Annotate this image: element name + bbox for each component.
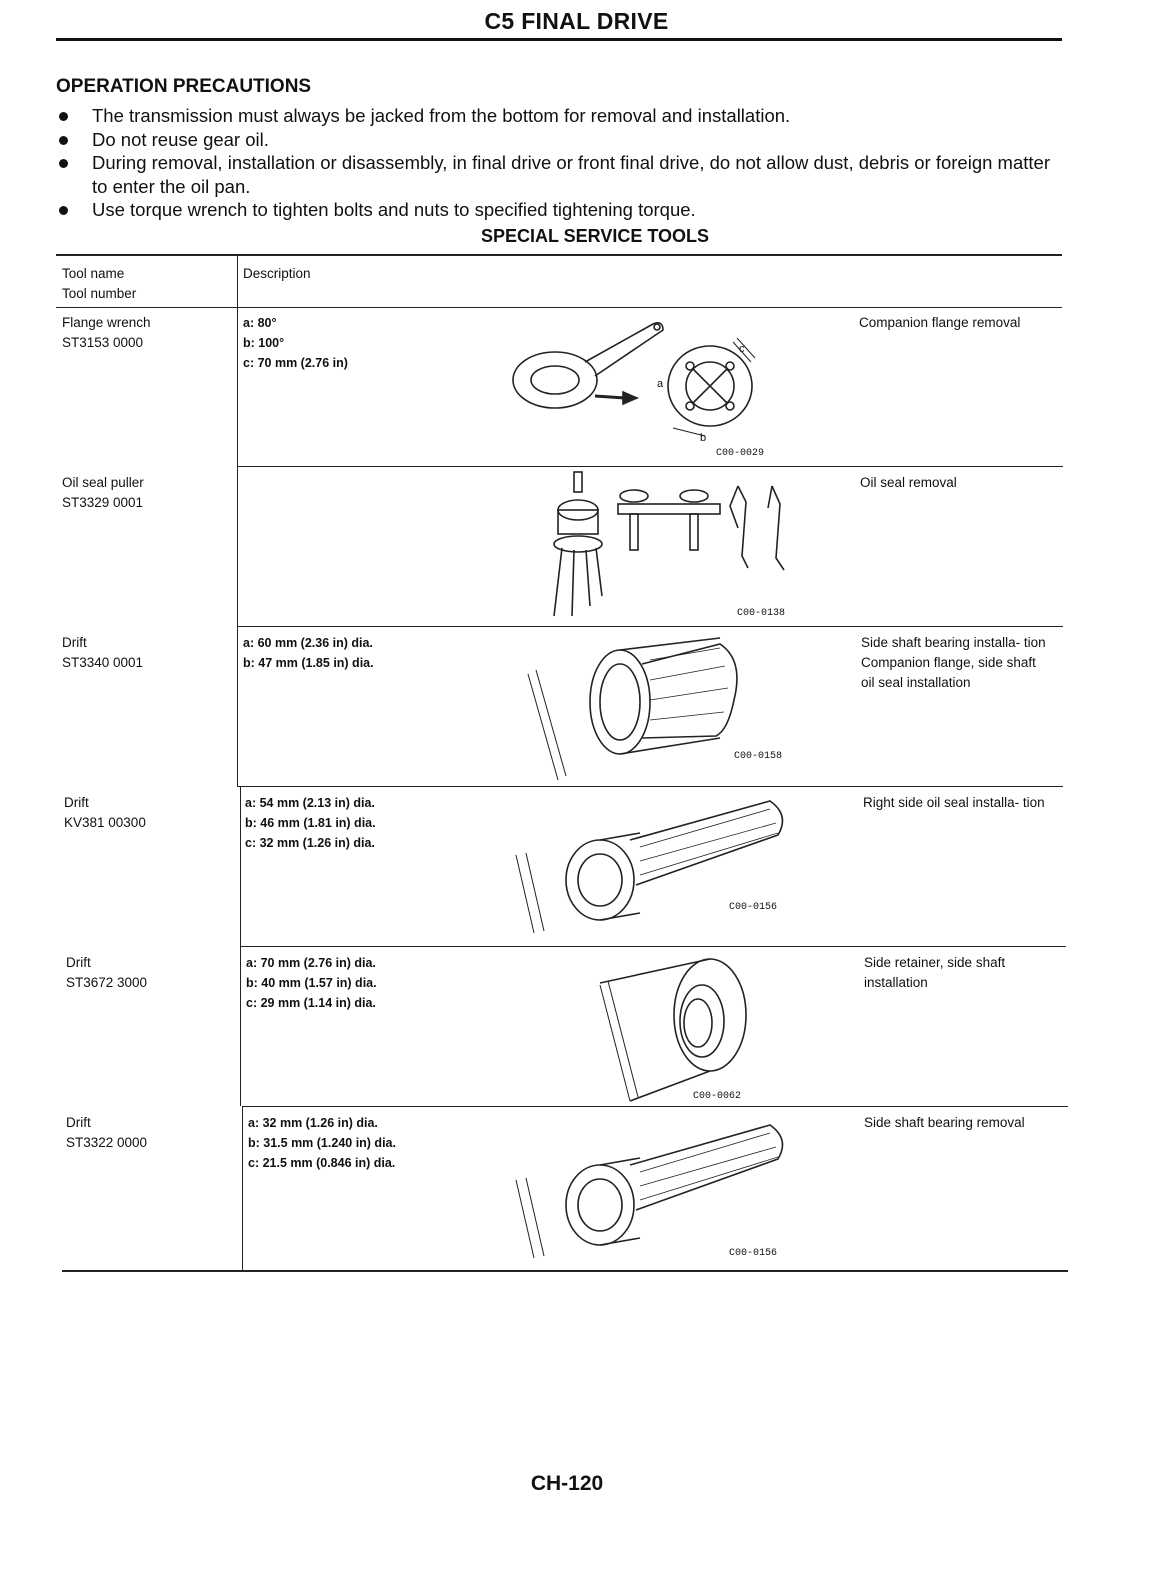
tool-number: ST3153 0000 xyxy=(62,335,144,350)
flange-wrench-icon xyxy=(505,318,775,448)
tool-use-note: Oil seal removal xyxy=(860,475,957,490)
page-number: CH-120 xyxy=(530,1472,604,1495)
drift-icon xyxy=(500,1115,800,1260)
precaution-item: The transmission must always be jacked from the bottom for removal and installation. xyxy=(56,104,1066,128)
precautions-list xyxy=(56,104,1066,222)
tool-name: Drift xyxy=(66,955,91,970)
column-divider xyxy=(237,256,238,786)
tool-number: ST3322 0000 xyxy=(66,1135,148,1150)
column-header-tool-number: Tool number xyxy=(62,286,137,301)
tool-use-note: Side retainer, side shaft installation xyxy=(864,955,1006,990)
tool-name: Drift xyxy=(62,635,87,650)
column-header-description: Description xyxy=(243,266,311,281)
tool-spec: a: 80° xyxy=(243,316,277,330)
tool-spec: b: 100° xyxy=(243,336,285,350)
drift-icon xyxy=(500,795,800,935)
dimension-label-c: c xyxy=(739,343,745,355)
table-header-rule xyxy=(56,307,1062,308)
row-divider xyxy=(237,786,1063,787)
precaution-item: Do not reuse gear oil. xyxy=(56,128,1066,152)
tool-name: Drift xyxy=(64,795,89,810)
tool-spec: a: 32 mm (1.26 in) dia. xyxy=(248,1116,378,1130)
dimension-label-a: a xyxy=(657,378,664,390)
figure-code: C00-0158 xyxy=(734,751,783,762)
tool-spec: a: 60 mm (2.36 in) dia. xyxy=(243,636,373,650)
tool-number: ST3329 0001 xyxy=(62,495,144,510)
figure-code: C00-0029 xyxy=(716,448,765,459)
precautions-heading: OPERATION PRECAUTIONS xyxy=(56,76,312,97)
row-divider xyxy=(240,946,1066,947)
table-top-rule xyxy=(56,254,1062,256)
page-title: C5 FINAL DRIVE xyxy=(484,8,669,34)
tool-spec: b: 47 mm (1.85 in) dia. xyxy=(243,656,374,670)
drift-icon xyxy=(520,630,750,780)
tool-spec: c: 29 mm (1.14 in) dia. xyxy=(246,996,376,1010)
row-divider xyxy=(237,626,1063,627)
tool-name: Drift xyxy=(66,1115,91,1130)
bullet-icon xyxy=(59,136,68,145)
tool-use-note: Companion flange removal xyxy=(859,315,1021,330)
column-header-tool-name: Tool name xyxy=(62,266,125,281)
tool-use-note: Right side oil seal installa- tion xyxy=(863,795,1045,810)
title-rule xyxy=(56,38,1062,41)
column-divider xyxy=(240,786,241,1106)
tool-spec: c: 32 mm (1.26 in) dia. xyxy=(245,836,375,850)
bullet-icon xyxy=(59,206,68,215)
tool-spec: b: 31.5 mm (1.240 in) dia. xyxy=(248,1136,396,1150)
figure-code: C00-0156 xyxy=(729,1248,778,1259)
tool-number: ST3672 3000 xyxy=(66,975,148,990)
figure-code: C00-0138 xyxy=(737,608,786,619)
tool-name: Flange wrench xyxy=(62,315,151,330)
tool-spec: c: 70 mm (2.76 in) xyxy=(243,356,348,370)
bullet-icon xyxy=(59,112,68,121)
tool-spec: a: 54 mm (2.13 in) dia. xyxy=(245,796,375,810)
tool-spec: b: 40 mm (1.57 in) dia. xyxy=(246,976,377,990)
tool-use-note: Side shaft bearing installa- tion Companion flange, side shaft oil seal installation xyxy=(861,635,1046,690)
dimension-label-b: b xyxy=(700,432,707,444)
figure-code: C00-0156 xyxy=(729,902,778,913)
oil-seal-puller-icon xyxy=(540,466,790,626)
tool-use-note: Side shaft bearing removal xyxy=(864,1115,1025,1130)
drift-icon xyxy=(590,955,760,1105)
tool-number: ST3340 0001 xyxy=(62,655,144,670)
tool-number: KV381 00300 xyxy=(64,815,146,830)
row-divider xyxy=(242,1106,1068,1107)
bullet-icon xyxy=(59,159,68,168)
column-divider xyxy=(242,1106,243,1270)
tool-spec: b: 46 mm (1.81 in) dia. xyxy=(245,816,376,830)
tool-name: Oil seal puller xyxy=(62,475,144,490)
special-service-tools-heading: SPECIAL SERVICE TOOLS xyxy=(480,226,710,246)
tool-spec: c: 21.5 mm (0.846 in) dia. xyxy=(248,1156,396,1170)
figure-code: C00-0062 xyxy=(693,1091,742,1102)
precaution-item: During removal, installation or disassembly, in final drive or front final drive, do not allow dust, debris or foreign matter to enter the oil pan. xyxy=(56,151,1066,198)
tool-spec: a: 70 mm (2.76 in) dia. xyxy=(246,956,376,970)
table-bottom-rule xyxy=(62,1270,1068,1272)
precaution-item: Use torque wrench to tighten bolts and nuts to specified tightening torque. xyxy=(56,198,1066,222)
